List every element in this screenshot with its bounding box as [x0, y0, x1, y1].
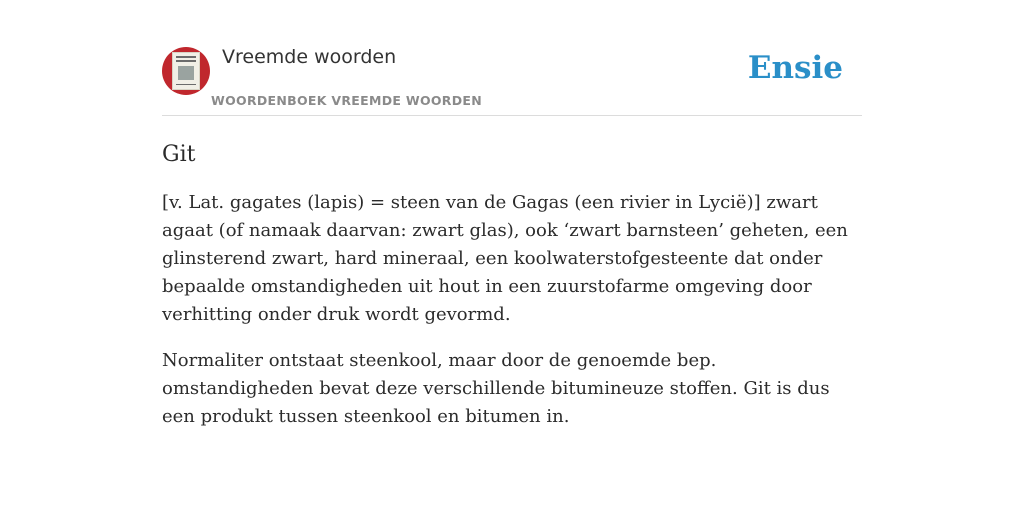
entry-card [162, 40, 862, 431]
entry-title: Git [162, 142, 196, 167]
book-title-line [176, 56, 196, 58]
source-avatar[interactable] [162, 47, 210, 95]
book-cover-image [178, 66, 194, 80]
source-subtitle: WOORDENBOEK VREEMDE WOORDEN [211, 93, 482, 108]
book-cover-icon [172, 52, 200, 90]
source-title-link[interactable]: Vreemde woorden [222, 46, 397, 68]
ensie-logo[interactable]: Ensie [747, 50, 843, 86]
entry-paragraph: [v. Lat. gagates (lapis) = steen van de Gagas (een rivier in Lycië)] zwart agaat (of namaak daarvan: zwart glas), ook ‘zwart barnsteen’ geheten, een glinsterend zwart, hard mineraal, een koolwaterstofgesteente dat onder bepaalde omstandigheden uit hout in een zuurstofarme omgeving door verhitting onder druk wordt gevormd. [162, 192, 848, 325]
entry-header [162, 40, 862, 116]
entry-paragraph: Normaliter ontstaat steenkool, maar door de genoemde bep. omstandigheden bevat deze verschillende bitumineuze stoffen. Git is dus een produkt tussen steenkool en bitumen in. [162, 350, 830, 427]
book-footer-line [176, 84, 196, 85]
book-title-line [176, 60, 196, 62]
